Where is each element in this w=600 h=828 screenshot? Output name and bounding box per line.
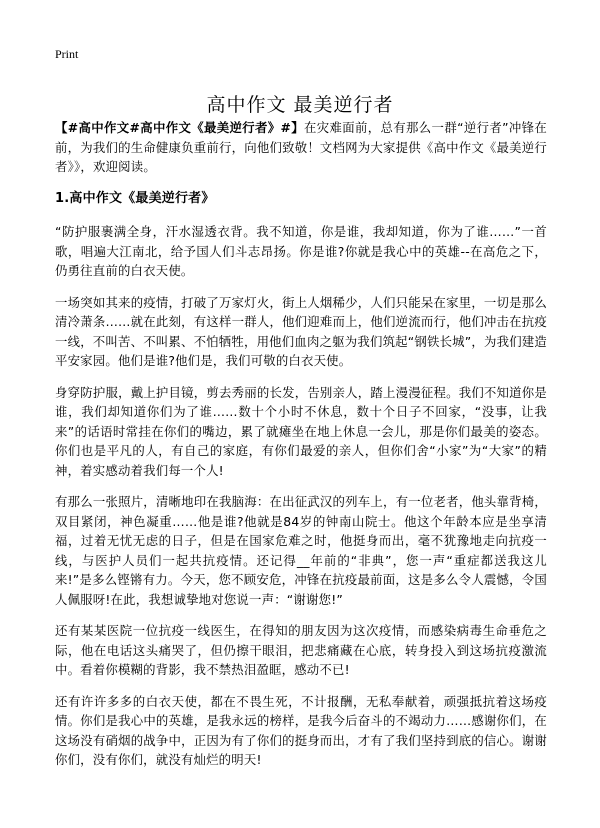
body-paragraph-2: 一场突如其来的疫情，打破了万家灯火，街上人烟稀少，人们只能呆在家里，一切是那么清冷萧条……就在此刻，有这样一群人，他们迎难而上，他们逆流而行，他们冲击在抗疫一线，不叫苦、不叫累、不怕牺牲，用他们血肉之躯为我们筑起“钢铁长城”，为我们建造平安家园。他们是谁?他们是，我们可敬的白衣天使。 [55, 294, 547, 368]
intro-tag: 【#高中作文#高中作文《最美逆行者》#】 [55, 120, 305, 135]
print-link[interactable]: Print [55, 47, 79, 61]
body-paragraph-1: “防护服裹满全身，汗水湿透衣背。我不知道，你是谁，我却知道，你为了谁……”一首歌，唱遍大江南北，给予国人们斗志昂扬。你是谁?你就是我心中的英雄--在高危之下，仍勇往直前的白衣天使。 [55, 224, 547, 278]
body-paragraph-4: 有那么一张照片，清晰地印在我脑海：在出征武汉的列车上，有一位老者，他头靠背椅，双目紧闭，神色凝重……他是谁?他就是84岁的钟南山院士。他这个年龄本应是坐享清福，过着无忧无虑的日子，但是在国家危难之时，他挺身而出，毫不犹豫地走向抗疫一线，与医护人员们一起共抗疫情。还记得__年前的“非典”，您一声“重症都送我这儿来!”是多么铿锵有力。今天，您不顾安危，冲锋在抗疫最前面，这是多么令人震憾，令国人佩服呀!在此，我想诚挚地对您说一声：“谢谢您!” [55, 494, 547, 607]
body-paragraph-3: 身穿防护服，戴上护目镜，剪去秀丽的长发，告别亲人，踏上漫漫征程。我们不知道你是谁，我们却知道你们为了谁……数十个小时不休息，数十个日子不回家，“没事，让我来”的话语时常挂在你们的嘴边，累了就瘫坐在地上休息一会儿，那是你们最美的姿态。你们也是平凡的人，有自己的家庭，有你们最爱的亲人，但你们舍“小家”为“大家”的精神，着实感动着我们每一个人! [55, 384, 547, 478]
article-body [55, 118, 547, 782]
body-paragraph-6: 还有许许多多的白衣天使，都在不畏生死，不计报酬，无私奉献着，顽强抵抗着这场疫情。你们是我心中的英雄，是我永远的榜样，是我今后奋斗的不竭动力……感谢你们，在这场没有硝烟的战争中，正因为有了你们的挺身而出，才有了我们坚持到底的信心。谢谢你们，没有你们，就没有灿烂的明天! [55, 693, 547, 767]
page-title: 高中作文 最美逆行者 [206, 93, 394, 116]
intro-paragraph [55, 118, 547, 177]
intro-text: 在灾难面前，总有那么一群“逆行者”冲锋在前，为我们的生命健康负重前行，向他们致敬！文档网为大家提供《高中作文《最美逆行者》》，欢迎阅读。 [55, 120, 547, 174]
body-paragraph-5: 还有某某医院一位抗疫一线医生，在得知的朋友因为这次疫情，而感染病毒生命垂危之际，他在电话这头痛哭了，但仍擦干眼泪，把悲痛藏在心底，转身投入到这场抗疫激流中。看着你模糊的背影，我不禁热泪盈眶，感动不已! [55, 623, 547, 677]
section-heading: 1.高中作文《最美逆行者》 [55, 190, 215, 206]
